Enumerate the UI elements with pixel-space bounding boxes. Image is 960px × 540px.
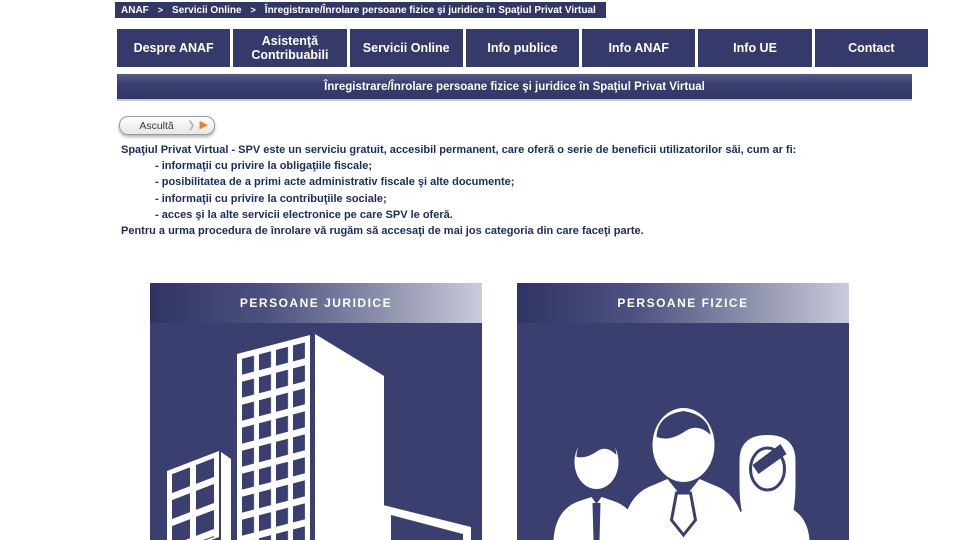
people-icon [517, 323, 849, 540]
nav-item-asistenta-contribuabili[interactable]: Asistenţă Contribuabili [233, 29, 346, 67]
play-icon: ▶ [199, 119, 208, 131]
card-title: PERSOANE JURIDICE [150, 283, 482, 323]
intro-bullet: - acces şi la alte servicii electronice pe care SPV le oferă. [155, 208, 453, 221]
card-persoane-juridice[interactable] [150, 283, 482, 540]
nav-item-info-publice[interactable]: Info publice [466, 29, 579, 67]
nav-item-despre-anaf[interactable]: Despre ANAF [117, 29, 230, 67]
intro-bullet: - informaţii cu privire la contribuţiile sociale; [155, 192, 387, 205]
main-nav [117, 29, 928, 67]
card-body [517, 323, 849, 540]
intro-bullet: - posibilitatea de a primi acte administrativ fiscale şi alte documente; [155, 176, 515, 189]
breadcrumb-item-current-page: Înregistrare/Înrolare persoane fizice şi juridice în Spaţiul Privat Virtual [264, 4, 596, 16]
intro-footer: Pentru a urma procedura de înrolare vă rugăm să accesaţi de mai jos categoria din care faceţi parte. [121, 225, 644, 238]
nav-item-info-anaf[interactable]: Info ANAF [582, 29, 695, 67]
nav-item-info-ue[interactable]: Info UE [698, 29, 811, 67]
intro-lead: Spaţiul Privat Virtual - SPV este un serviciu gratuit, accesibil permanent, care oferă o serie de beneficii utilizatorilor săi, cum ar fi: [121, 144, 797, 156]
card-body [150, 323, 482, 540]
breadcrumb [115, 2, 606, 18]
nav-item-servicii-online[interactable]: Servicii Online [350, 29, 463, 67]
intro-text [121, 142, 861, 239]
nav-item-contact[interactable]: Contact [815, 29, 928, 67]
breadcrumb-item-servicii-online[interactable]: Servicii Online [172, 4, 242, 16]
listen-button-label: Ascultă [139, 119, 174, 132]
card-persoane-fizice[interactable] [517, 283, 849, 540]
chevron-right-icon: ❯ [187, 119, 196, 131]
breadcrumb-separator-icon: > [250, 5, 256, 15]
listen-button[interactable] [119, 116, 215, 135]
intro-bullet: - informaţii cu privire la obligaţiile fiscale; [155, 160, 372, 173]
breadcrumb-item-anaf[interactable]: ANAF [121, 4, 149, 16]
buildings-icon [150, 323, 482, 540]
breadcrumb-separator-icon: > [157, 5, 164, 15]
card-title: PERSOANE FIZICE [517, 283, 849, 323]
page-title: Înregistrare/Înrolare persoane fizice şi juridice în Spaţiul Privat Virtual [117, 74, 912, 101]
